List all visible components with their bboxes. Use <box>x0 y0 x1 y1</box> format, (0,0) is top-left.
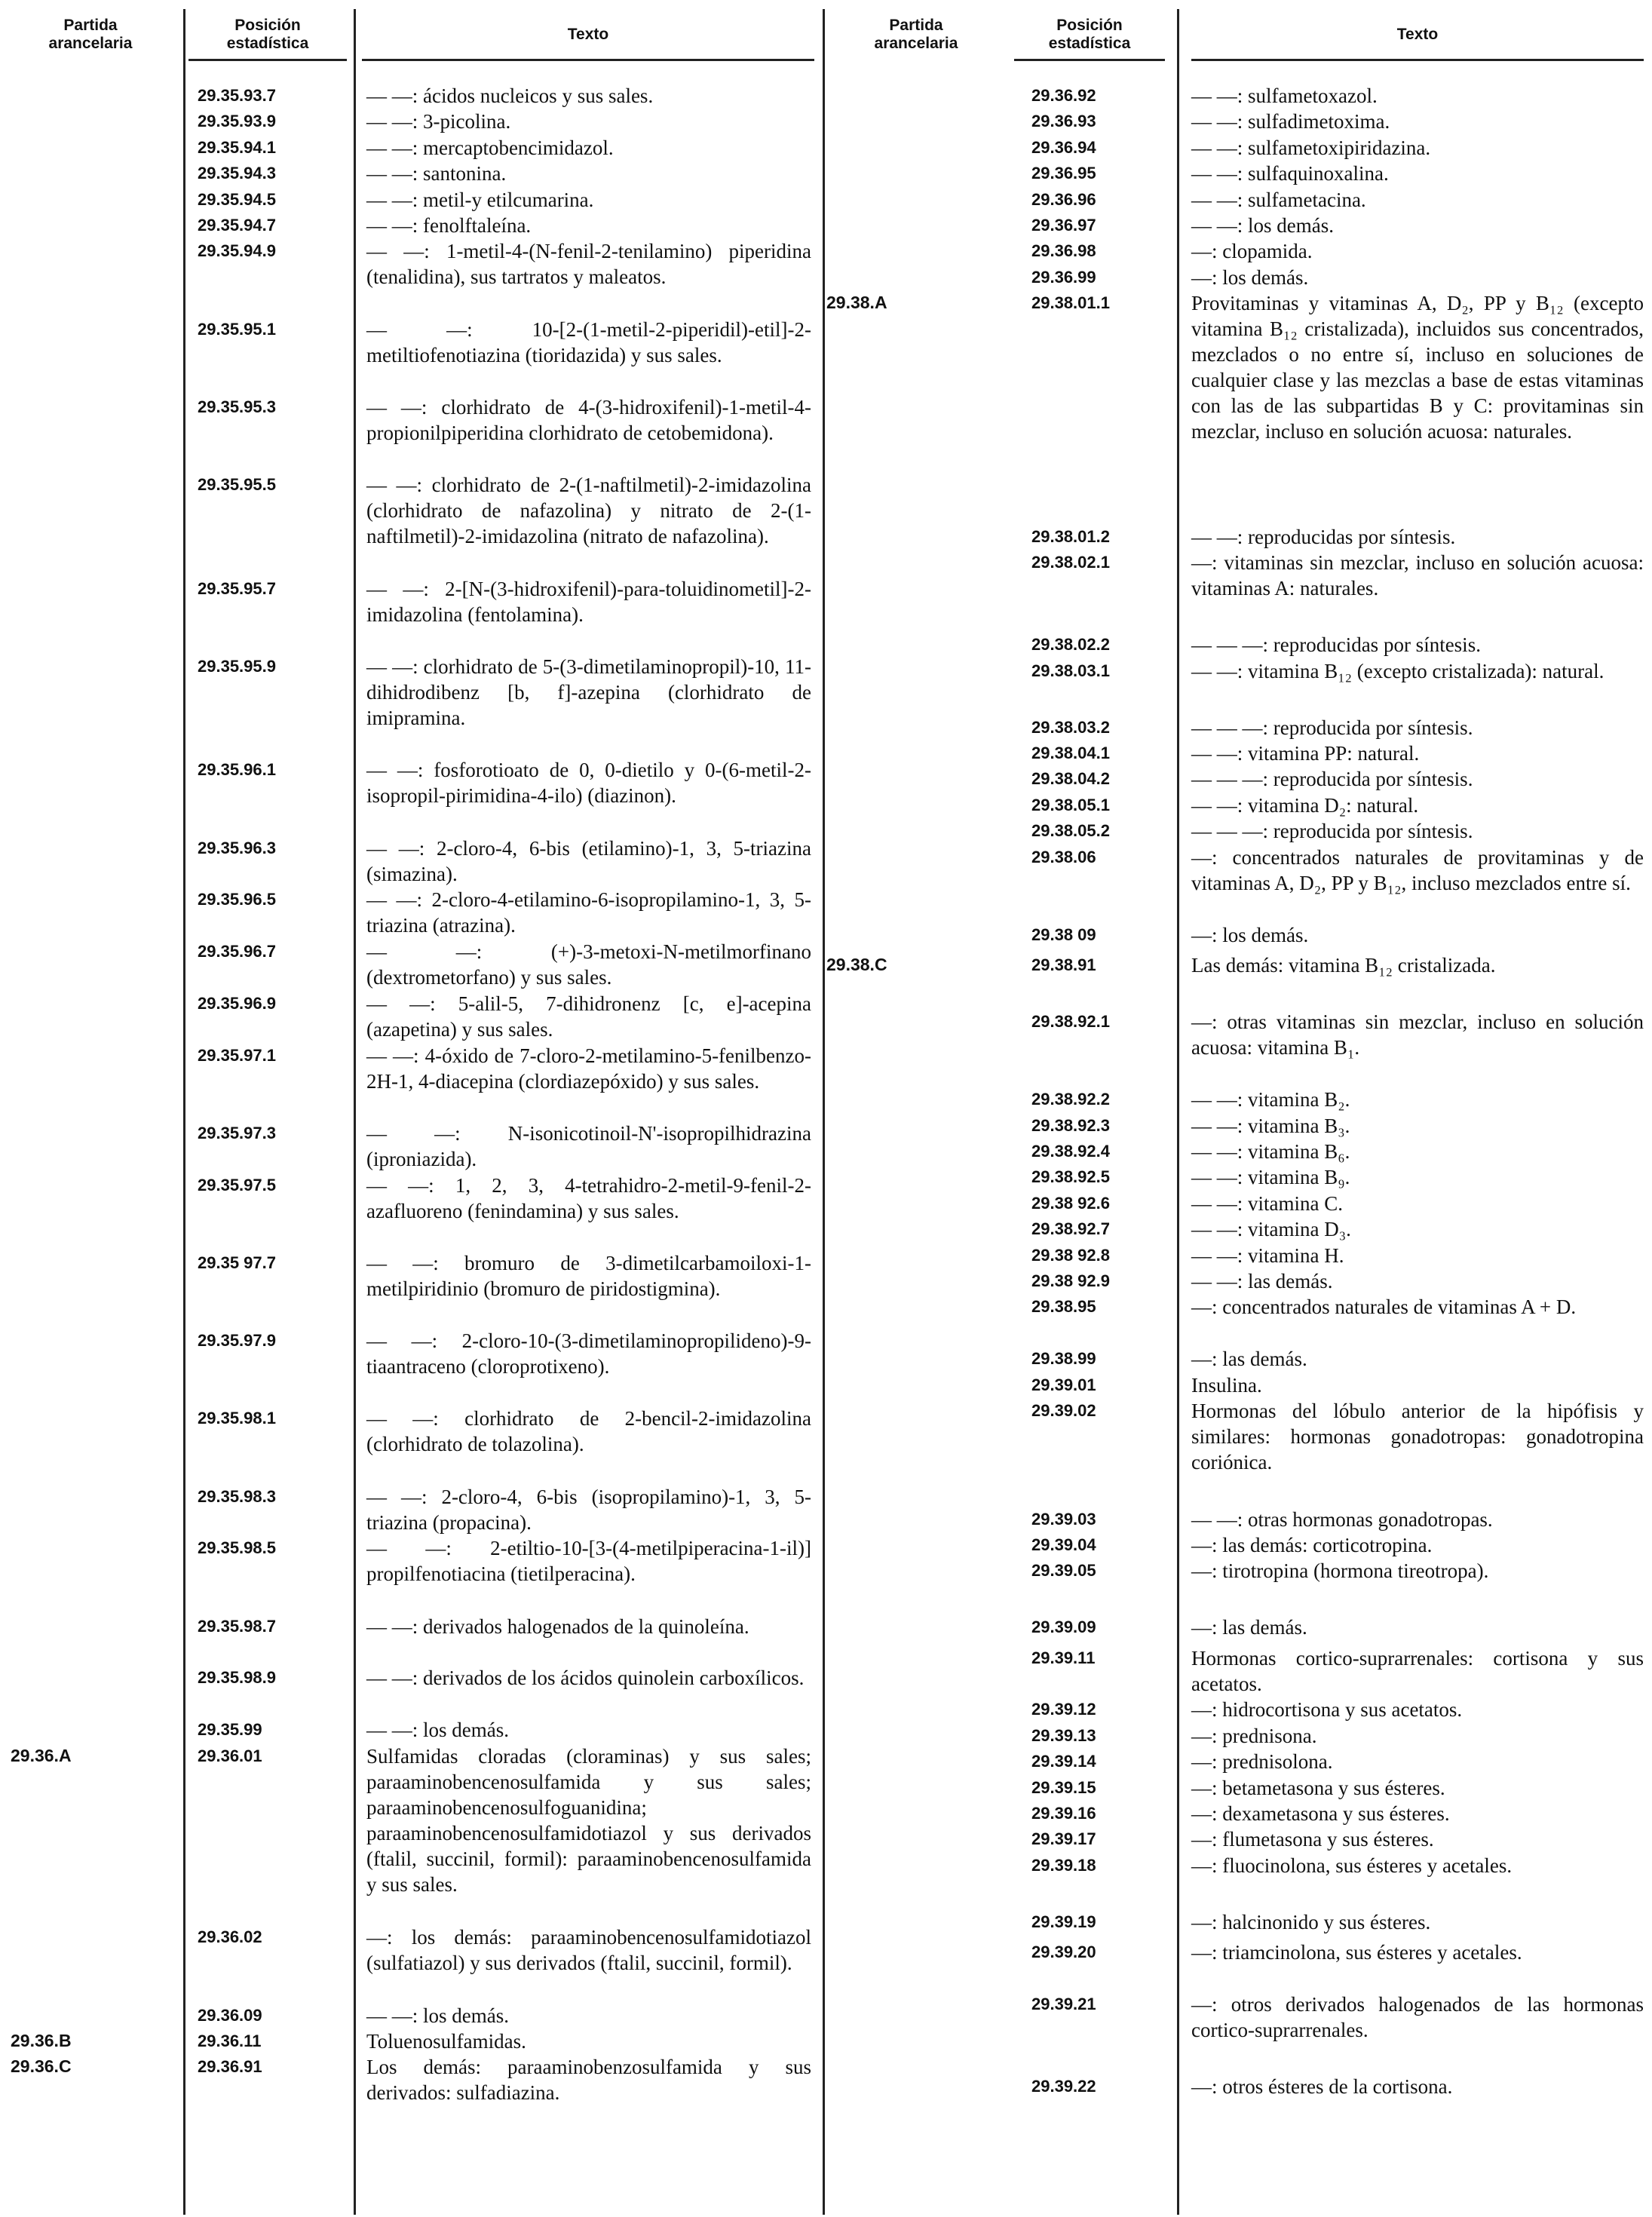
left-table <box>0 0 822 2217</box>
posicion-cell: 29.35.98.5 <box>198 1538 276 1557</box>
posicion-cell: 29.38.02.1 <box>1031 553 1110 572</box>
posicion-cell: 29.35.97.1 <box>198 1046 276 1065</box>
texto-cell: — —: sulfametoxazol. <box>1191 84 1378 107</box>
posicion-cell: 29.38.02.2 <box>1031 635 1110 654</box>
header-texto-label: Texto <box>1396 26 1439 43</box>
posicion-cell: 29.39.21 <box>1031 1995 1096 2013</box>
posicion-cell: 29.39.22 <box>1031 2077 1096 2096</box>
posicion-cell: 29.35.94.7 <box>198 216 276 235</box>
posicion-cell: 29.38 92.9 <box>1031 1271 1110 1290</box>
texto-cell: —: prednisona. <box>1191 1725 1317 1747</box>
posicion-cell: 29.36.91 <box>198 2057 262 2076</box>
texto-cell: —: otros ésteres de la cortisona. <box>1191 2075 1453 2098</box>
header-posicion-line2: estadística <box>1048 35 1131 52</box>
posicion-cell: 29.35.98.7 <box>198 1617 276 1636</box>
posicion-cell: 29.38.03.2 <box>1031 718 1110 737</box>
header-partida-line2: arancelaria <box>48 35 133 52</box>
texto-cell: — —: sulfametoxipiridazina. <box>1191 136 1431 159</box>
header-posicion-line1: Posición <box>1056 17 1123 34</box>
posicion-cell: 29.36.01 <box>198 1746 262 1765</box>
texto-cell: — —: derivados halogenados de la quinoleína. <box>366 1615 749 1638</box>
partida-cell: 29.36.C <box>11 2056 72 2076</box>
posicion-cell: 29.38.92.1 <box>1031 1012 1110 1031</box>
posicion-cell: 29.35.97.9 <box>198 1331 276 1350</box>
posicion-cell: 29.35.95.7 <box>198 579 276 598</box>
posicion-cell: 29.35.98.9 <box>198 1668 276 1687</box>
texto-cell: —: las demás: corticotropina. <box>1191 1534 1433 1556</box>
partida-cell: 29.38.A <box>826 293 887 312</box>
posicion-cell: 29.35.96.9 <box>198 994 276 1013</box>
texto-cell: Los demás: paraaminobenzosulfamida y sus derivados: sulfadiazina. <box>366 2056 811 2104</box>
texto-cell: — —: 5-alil-5, 7-dihidronenz [c, e]-acepina (azapetina) y sus sales. <box>366 992 811 1041</box>
texto-cell: — —: 10-[2-(1-metil-2-piperidil)-etil]-2-metiltiofenotiazina (tioridazida) y sus sales. <box>366 318 811 366</box>
texto-cell: — —: metil-y etilcumarina. <box>366 189 594 211</box>
texto-cell: — —: fenolftaleína. <box>366 214 532 237</box>
posicion-cell: 29.36.93 <box>1031 112 1096 130</box>
texto-cell: —: prednisolona. <box>1191 1750 1333 1773</box>
posicion-cell: 29.38 09 <box>1031 925 1096 944</box>
texto-cell: — —: vitamina H. <box>1191 1244 1344 1267</box>
header-posicion <box>1014 11 1165 61</box>
page-divider <box>823 9 825 2215</box>
texto-cell: —: vitaminas sin mezclar, incluso en solución acuosa: vitaminas A: naturales. <box>1191 551 1644 599</box>
texto-cell: — —: 1-metil-4-(N-fenil-2-tenilamino) piperidina (tenalidina), sus tartratos y maleatos. <box>366 240 811 288</box>
posicion-cell: 29.35.95.3 <box>198 397 276 416</box>
texto-cell: — —: vitamina B₂. <box>1191 1088 1350 1111</box>
texto-cell: —: otros derivados halogenados de las hormonas cortico-suprarrenales. <box>1191 1993 1644 2041</box>
header-posicion-line2: estadística <box>226 35 309 52</box>
posicion-cell: 29.36.02 <box>198 1927 262 1946</box>
posicion-cell: 29.36.96 <box>1031 190 1096 209</box>
posicion-cell: 29.38.92.3 <box>1031 1116 1110 1135</box>
posicion-cell: 29.35.95.9 <box>198 657 276 676</box>
texto-cell: — —: vitamina B₉. <box>1191 1166 1350 1188</box>
texto-cell: — —: bromuro de 3-dimetilcarbamoiloxi-1-metilpiridinio (bromuro de piridostigmina). <box>366 1252 811 1300</box>
posicion-cell: 29.39.05 <box>1031 1561 1096 1580</box>
right-table <box>826 0 1652 2217</box>
texto-cell: — —: santonina. <box>366 162 507 185</box>
posicion-cell: 29.36.98 <box>1031 241 1096 260</box>
texto-cell: — —: los demás. <box>1191 214 1334 237</box>
texto-cell: — —: vitamina D₃. <box>1191 1218 1351 1240</box>
texto-cell: — —: sulfametacina. <box>1191 189 1366 211</box>
posicion-cell: 29.36.92 <box>1031 86 1096 105</box>
texto-cell: — —: vitamina C. <box>1191 1192 1343 1215</box>
posicion-cell: 29.38.99 <box>1031 1349 1096 1368</box>
partida-cell: 29.36.A <box>11 1746 72 1765</box>
texto-cell: — —: 3-picolina. <box>366 110 511 133</box>
posicion-cell: 29.35.99 <box>198 1720 262 1739</box>
posicion-cell: 29.38.03.1 <box>1031 661 1110 680</box>
texto-cell: — —: fosforotioato de 0, 0-dietilo y 0-(6-metil-2-isopropil-pirimidina-4-ilo) (diazinon). <box>366 759 811 807</box>
texto-cell: — —: reproducidas por síntesis. <box>1191 526 1456 548</box>
texto-cell: Insulina. <box>1191 1374 1262 1397</box>
posicion-cell: 29.39.19 <box>1031 1912 1096 1931</box>
texto-cell: — —: 2-cloro-10-(3-dimetilaminopropilideno)-9-tiaantraceno (cloroprotixeno). <box>366 1329 811 1378</box>
posicion-cell: 29.36.95 <box>1031 164 1096 182</box>
posicion-cell: 29.39.15 <box>1031 1778 1096 1797</box>
texto-cell: — —: los demás. <box>366 1719 509 1741</box>
texto-cell: — —: 1, 2, 3, 4-tetrahidro-2-metil-9-fenil-2-azafluoreno (fenindamina) y sus sales. <box>366 1174 811 1222</box>
texto-cell: — —: 4-óxido de 7-cloro-2-metilamino-5-fenilbenzo-2H-1, 4-diacepina (clordiazepóxido) y sus sales. <box>366 1044 811 1093</box>
header-texto <box>1191 11 1644 61</box>
texto-cell: —: halcinonido y sus ésteres. <box>1191 1911 1431 1933</box>
texto-cell: — — —: reproducidas por síntesis. <box>1191 633 1481 656</box>
header-texto-label: Texto <box>567 26 609 43</box>
texto-cell: —: las demás. <box>1191 1616 1307 1639</box>
posicion-cell: 29.39.17 <box>1031 1829 1096 1848</box>
posicion-cell: 29.39.03 <box>1031 1510 1096 1529</box>
posicion-cell: 29.38.01.2 <box>1031 527 1110 546</box>
posicion-cell: 29.39.01 <box>1031 1375 1096 1394</box>
column-divider <box>183 9 185 2215</box>
texto-cell: — —: clorhidrato de 2-(1-naftilmetil)-2-imidazolina (clorhidrato de nafazolina) y nitrato de 2-(1-naftilmetil)-2-imidazolina (nitrato de nafazolina). <box>366 474 811 547</box>
texto-cell: —: tirotropina (hormona tireotropa). <box>1191 1559 1489 1582</box>
posicion-cell: 29.38.91 <box>1031 955 1096 974</box>
texto-cell: — —: vitamina B₆. <box>1191 1140 1350 1163</box>
texto-cell: — —: 2-cloro-4, 6-bis (isopropilamino)-1, 3, 5-triazina (propacina). <box>366 1486 811 1534</box>
header-posicion <box>188 11 347 61</box>
partida-cell: 29.36.B <box>11 2031 72 2050</box>
texto-cell: — —: sulfaquinoxalina. <box>1191 162 1389 185</box>
posicion-cell: 29.35.96.1 <box>198 760 276 779</box>
posicion-cell: 29.36.99 <box>1031 268 1096 287</box>
posicion-cell: 29.35.97.3 <box>198 1124 276 1142</box>
header-texto <box>362 11 814 61</box>
posicion-cell: 29.35.94.9 <box>198 241 276 260</box>
texto-cell: — —: otras hormonas gonadotropas. <box>1191 1508 1493 1531</box>
texto-cell: — —: los demás. <box>366 2004 509 2027</box>
texto-cell: — —: mercaptobencimidazol. <box>366 136 614 159</box>
texto-cell: — —: vitamina B₁₂ (excepto cristalizada): natural. <box>1191 660 1604 682</box>
posicion-cell: 29.39.18 <box>1031 1856 1096 1875</box>
texto-cell: — —: vitamina PP: natural. <box>1191 742 1420 765</box>
texto-cell: Las demás: vitamina B₁₂ cristalizada. <box>1191 954 1496 977</box>
posicion-cell: 29.35.96.5 <box>198 890 276 909</box>
texto-cell: — —: ácidos nucleicos y sus sales. <box>366 84 654 107</box>
posicion-cell: 29.39.04 <box>1031 1535 1096 1554</box>
texto-cell: — —: clorhidrato de 5-(3-dimetilaminopropil)-10, 11-dihidrodibenz [b, f]-azepina (clorhidrato de imipramina. <box>366 655 811 729</box>
posicion-cell: 29.36.11 <box>198 2031 262 2050</box>
texto-cell: — —: vitamina D₂: natural. <box>1191 794 1419 817</box>
posicion-cell: 29.38.05.1 <box>1031 796 1110 814</box>
posicion-cell: 29.39.11 <box>1031 1648 1096 1667</box>
header-partida-line2: arancelaria <box>874 35 958 52</box>
posicion-cell: 29.39.16 <box>1031 1804 1096 1823</box>
texto-cell: —: los demás. <box>1191 266 1309 289</box>
posicion-cell: 29.39.09 <box>1031 1618 1096 1636</box>
posicion-cell: 29.38.06 <box>1031 848 1096 866</box>
posicion-cell: 29.35.94.3 <box>198 164 276 182</box>
texto-cell: —: flumetasona y sus ésteres. <box>1191 1828 1434 1851</box>
texto-cell: — —: sulfadimetoxima. <box>1191 110 1390 133</box>
texto-cell: — —: vitamina B₃. <box>1191 1115 1350 1137</box>
header-partida-line1: Partida <box>63 17 118 34</box>
posicion-cell: 29.36.09 <box>198 2006 262 2025</box>
texto-cell: — — —: reproducida por síntesis. <box>1191 820 1473 842</box>
posicion-cell: 29.39.14 <box>1031 1752 1096 1771</box>
posicion-cell: 29.35.98.3 <box>198 1487 276 1506</box>
column-divider <box>354 9 356 2215</box>
texto-cell: — —: 2-[N-(3-hidroxifenil)-para-toluidinometil]-2-imidazolina (fentolamina). <box>366 578 811 626</box>
posicion-cell: 29.38.05.2 <box>1031 821 1110 840</box>
texto-cell: — —: las demás. <box>1191 1270 1333 1292</box>
header-partida <box>0 11 181 59</box>
posicion-cell: 29.38 92.8 <box>1031 1246 1110 1265</box>
texto-cell: —: clopamida. <box>1191 240 1313 262</box>
texto-cell: —: concentrados naturales de vitaminas A + D. <box>1191 1296 1577 1318</box>
posicion-cell: 29.39.20 <box>1031 1943 1096 1961</box>
column-divider <box>1177 9 1179 2215</box>
texto-cell: — —: 2-etiltio-10-[3-(4-metilpiperacina-1-il)] propilfenotiacina (tietilperacina). <box>366 1537 811 1585</box>
posicion-cell: 29.38.92.2 <box>1031 1090 1110 1108</box>
posicion-cell: 29.36.94 <box>1031 138 1096 157</box>
texto-cell: — —: N-isonicotinoil-N'-isopropilhidrazina (iproniazida). <box>366 1122 811 1170</box>
texto-cell: Toluenosulfamidas. <box>366 2030 526 2053</box>
texto-cell: — —: derivados de los ácidos quinolein carboxílicos. <box>366 1667 805 1689</box>
posicion-cell: 29.38.92.4 <box>1031 1142 1110 1161</box>
posicion-cell: 29.35.96.7 <box>198 942 276 961</box>
texto-cell: Hormonas del lóbulo anterior de la hipófisis y similares: hormonas gonadotropas: gonadotropina coriónica. <box>1191 1400 1644 1473</box>
texto-cell: Provitaminas y vitaminas A, D₂, PP y B₁₂ (excepto vitamina B₁₂ cristalizada), incluidos sus concentrados, mezclados o no entre sí, incluso en soluciones de cualquier clase y las mezclas a base de estas vitaminas con las de las subpartidas B y C: provitaminas sin mezclar, incluso en solución acuosa: naturales. <box>1191 292 1644 443</box>
texto-cell: — —: (+)-3-metoxi-N-metilmorfinano (dextrometorfano) y sus sales. <box>366 940 811 989</box>
texto-cell: Hormonas cortico-suprarrenales: cortisona y sus acetatos. <box>1191 1647 1644 1695</box>
texto-cell: — — —: reproducida por síntesis. <box>1191 716 1473 739</box>
posicion-cell: 29.38.04.1 <box>1031 744 1110 762</box>
texto-cell: Sulfamidas cloradas (cloraminas) y sus sales; paraaminobencenosulfamida y sus sales; paraaminobencenosulfoguanidina; paraaminobencenosulfamidotiazol y sus derivados (ftalil, succinil, formil): paraaminobencenosulfamida y sus sales. <box>366 1745 811 1896</box>
texto-cell: —: las demás. <box>1191 1348 1307 1370</box>
posicion-cell: 29.35.93.9 <box>198 112 276 130</box>
posicion-cell: 29.35.97.5 <box>198 1176 276 1194</box>
posicion-cell: 29.38.92.5 <box>1031 1167 1110 1186</box>
texto-cell: —: concentrados naturales de provitaminas y de vitaminas A, D₂, PP y B₁₂, incluso mezclados entre sí. <box>1191 846 1644 894</box>
texto-cell: — —: 2-cloro-4-etilamino-6-isopropilamino-1, 3, 5-triazina (atrazina). <box>366 888 811 937</box>
texto-cell: —: hidrocortisona y sus acetatos. <box>1191 1698 1463 1721</box>
posicion-cell: 29.39.02 <box>1031 1401 1096 1420</box>
partida-cell: 29.38.C <box>826 955 887 974</box>
texto-cell: —: betametasona y sus ésteres. <box>1191 1777 1445 1799</box>
posicion-cell: 29.38.95 <box>1031 1297 1096 1316</box>
texto-cell: —: dexametasona y sus ésteres. <box>1191 1802 1450 1825</box>
texto-cell: —: los demás. <box>1191 924 1309 946</box>
header-partida-line1: Partida <box>889 17 943 34</box>
texto-cell: —: otras vitaminas sin mezclar, incluso en solución acuosa: vitamina B₁. <box>1191 1010 1644 1059</box>
header-posicion-line1: Posición <box>234 17 301 34</box>
posicion-cell: 29.35.96.3 <box>198 839 276 857</box>
posicion-cell: 29.35.93.7 <box>198 86 276 105</box>
texto-cell: — —: clorhidrato de 4-(3-hidroxifenil)-1-metil-4-propionilpiperidina clorhidrato de cetobemidona). <box>366 396 811 444</box>
texto-cell: —: triamcinolona, sus ésteres y acetales. <box>1191 1941 1522 1964</box>
texto-cell: — —: 2-cloro-4, 6-bis (etilamino)-1, 3, 5-triazina (simazina). <box>366 837 811 885</box>
posicion-cell: 29.38 92.6 <box>1031 1194 1110 1213</box>
texto-cell: — — —: reproducida por síntesis. <box>1191 768 1473 790</box>
posicion-cell: 29.38.92.7 <box>1031 1219 1110 1238</box>
posicion-cell: 29.35.98.1 <box>198 1409 276 1427</box>
posicion-cell: 29.35.95.1 <box>198 320 276 339</box>
posicion-cell: 29.36.97 <box>1031 216 1096 235</box>
posicion-cell: 29.35.94.1 <box>198 138 276 157</box>
posicion-cell: 29.35.95.5 <box>198 475 276 494</box>
posicion-cell: 29.35.94.5 <box>198 190 276 209</box>
posicion-cell: 29.39.13 <box>1031 1726 1096 1745</box>
posicion-cell: 29.38.01.1 <box>1031 293 1110 312</box>
posicion-cell: 29.35 97.7 <box>198 1253 276 1272</box>
texto-cell: —: fluocinolona, sus ésteres y acetales. <box>1191 1854 1513 1877</box>
posicion-cell: 29.38.04.2 <box>1031 769 1110 788</box>
posicion-cell: 29.39.12 <box>1031 1700 1096 1719</box>
header-partida <box>826 11 1007 59</box>
texto-cell: —: los demás: paraaminobencenosulfamidotiazol (sulfatiazol) y sus derivados (ftalil, succinil, formil). <box>366 1926 811 1974</box>
texto-cell: — —: clorhidrato de 2-bencil-2-imidazolina (clorhidrato de tolazolina). <box>366 1407 811 1455</box>
